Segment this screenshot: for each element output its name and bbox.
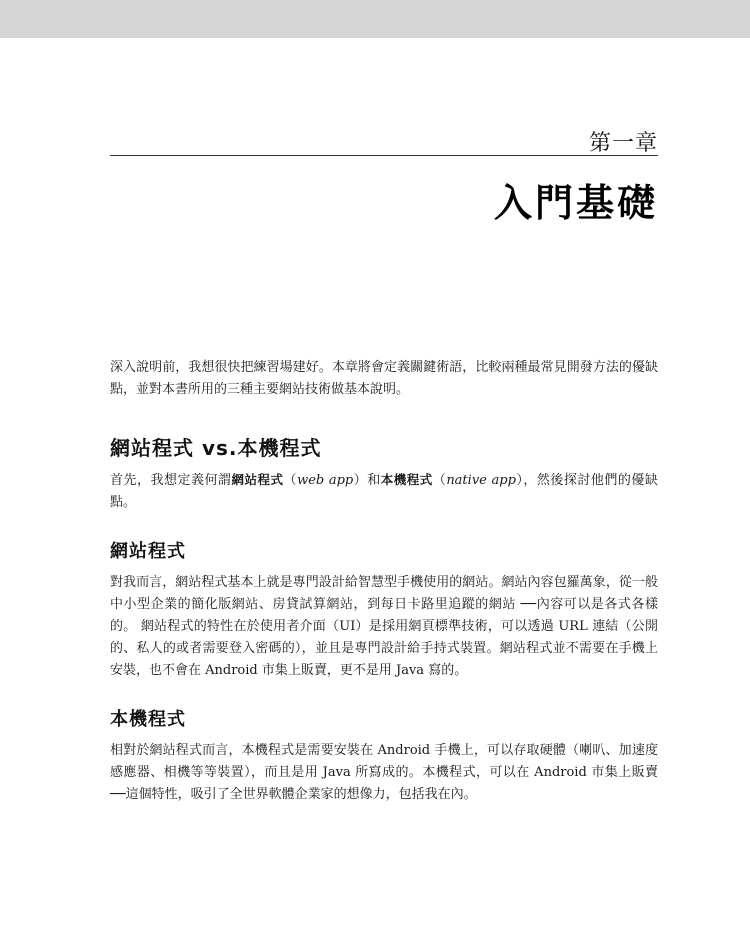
definition-paragraph	[110, 469, 658, 514]
web-app-english: web app	[297, 473, 354, 488]
term-web-app: 網站程式	[231, 472, 284, 487]
conjunction-and: 和	[367, 473, 381, 488]
native-app-english: native app	[446, 473, 516, 488]
page-content	[110, 357, 658, 806]
section-heading-native-app: 本機程式	[110, 709, 186, 730]
section-heading-web-app: 網站程式	[110, 541, 186, 562]
intro-paragraph: 深入說明前，我想很快把練習場建好。本章將會定義關鍵術語，比較兩種最常見開發方法的優缺點，並對本書所用的三種主要網站技術做基本說明。	[110, 360, 658, 397]
term-native-app: 本機程式	[380, 472, 433, 487]
paren-open-2: （	[432, 473, 447, 488]
top-gray-bar	[0, 0, 750, 38]
chapter-title: 入門基礎	[493, 181, 658, 225]
section-heading-web-vs-native: 網站程式 vs.本機程式	[110, 436, 322, 460]
definition-text-end: ，然後探討他們的優缺點。	[110, 473, 658, 510]
chapter-divider	[110, 155, 658, 156]
paren-close: ）	[353, 473, 368, 488]
native-app-paragraph: 相對於網站程式而言，本機程式是需要安裝在 Android 手機上，可以存取硬體（喇叭、加速度感應器、相機等等裝置），而且是用 Java 所寫成的。本機程式，可以在 Android 市集上販賣──這個特性，吸引了全世界軟體企業家的想像力，包括我在內。	[110, 743, 658, 802]
paren-open: （	[283, 473, 298, 488]
web-app-paragraph: 對我而言，網站程式基本上就是專門設計給智慧型手機使用的網站。網站內容包羅萬象，從一般中小型企業的簡化版網站、房貸試算網站，到每日卡路里追蹤的網站 ──內容可以是各式各樣的。 網站程式的特性在於使用者介面（UI）是採用網頁標準技術，可以透過 URL 連結（公開的、私人的或者需要登入密碼的），並且是專門設計給手持式裝置。網站程式並不需要在手機上安裝，也不會在 Android 市集上販賣，更不是用 Java 寫的。	[110, 575, 658, 678]
definition-text-start: 首先，我想定義何謂	[110, 473, 232, 488]
chapter-label: 第一章	[588, 131, 658, 156]
paren-close-2: ）	[515, 473, 524, 488]
